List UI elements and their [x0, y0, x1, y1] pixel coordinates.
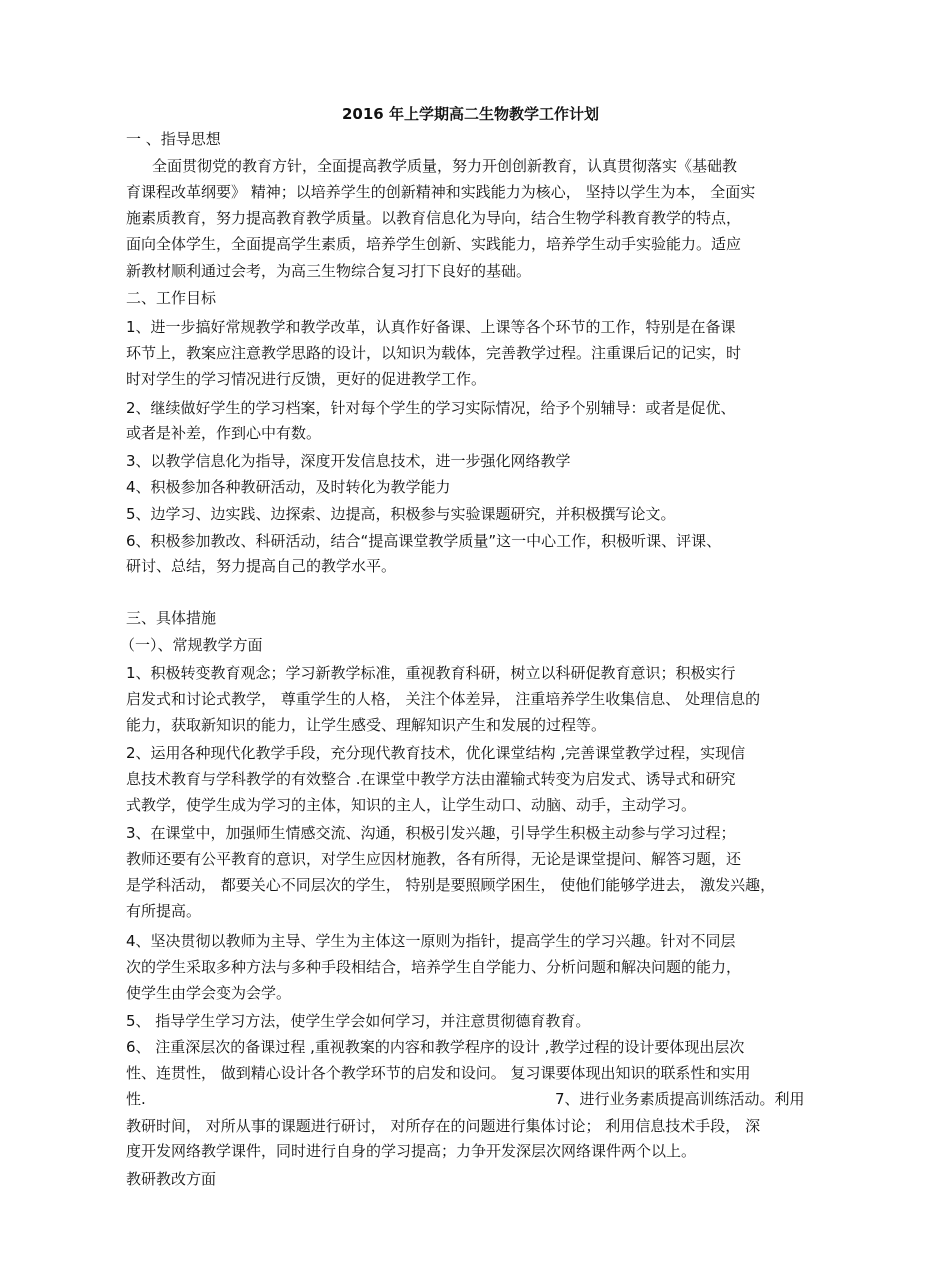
- section-heading: 三、具体措施: [126, 609, 217, 627]
- text-line: 5、边学习、边实践、边探索、边提高，积极参与实验课题研究，并积极撰写论文。: [126, 505, 676, 523]
- text-line: 式教学，使学生成为学习的主体，知识的主人，让学生动口、动脑、动手，主动学习。: [126, 796, 697, 814]
- text-line: 3、以教学信息化为指导，深度开发信息技术，进一步强化网络教学: [126, 452, 571, 470]
- text-line: 使学生由学会变为会学。: [126, 984, 292, 1002]
- text-line: 2、运用各种现代化教学手段，充分现代教育技术，优化课堂结构 ,完善课堂教学过程，实现信: [126, 744, 746, 762]
- text-line: 2、继续做好学生的学习档案，针对每个学生的学习实际情况，给予个别辅导：或者是促优、: [126, 399, 736, 417]
- text-line: 5、 指导学生学习方法，使学生学会如何学习，并注意贯彻德育教育。: [126, 1012, 591, 1030]
- text-line: 1、积极转变教育观念；学习新教学标准，重视教育科研，树立以科研促教育意识；积极实行: [126, 664, 736, 682]
- document-title: 2016 年上学期高二生物教学工作计划: [342, 105, 599, 123]
- subsection-heading: （一）、常规教学方面: [120, 636, 263, 654]
- text-line: 1、进一步搞好常规教学和教学改革，认真作好备课、上课等各个环节的工作，特别是在备课: [126, 318, 736, 336]
- text-line: 育课程改革纲要》 精神；以培养学生的创新精神和实践能力为核心， 坚持以学生为本， 全面实: [126, 183, 756, 201]
- text-line: 启发式和讨论式教学， 尊重学生的人格， 关注个体差异， 注重培养学生收集信息、 处理信息的: [126, 690, 761, 708]
- text-line: 能力，获取新知识的能力，让学生感受、理解知识产生和发展的过程等。: [126, 716, 607, 734]
- text-line: 3、在课堂中，加强师生情感交流、沟通，积极引发兴趣，引导学生积极主动参与学习过程；: [126, 824, 736, 842]
- section-heading: 一 、指导思想: [126, 130, 221, 148]
- text-line: 施素质教育，努力提高教育教学质量。以教育信息化为导向，结合生物学科教育教学的特点，: [126, 209, 742, 227]
- text-line: 或者是补差，作到心中有数。: [126, 424, 322, 442]
- text-line: 4、积极参加各种教研活动，及时转化为教学能力: [126, 478, 451, 496]
- text-line: 6、 注重深层次的备课过程 ,重视教案的内容和教学程序的设计 ,教学过程的设计要体现出层次: [126, 1038, 745, 1056]
- text-line: 6、积极参加教改、科研活动，结合“提高课堂教学质量”这一中心工作，积极听课、评课、: [126, 532, 722, 550]
- text-line: 是学科活动， 都要关心不同层次的学生， 特别是要照顾学困生， 使他们能够学进去， 激发兴趣，: [126, 876, 776, 894]
- text-line: 新教材顺利通过会考，为高三生物综合复习打下良好的基础。: [126, 262, 532, 280]
- section-heading: 教研教改方面: [126, 1170, 217, 1188]
- text-line: 全面贯彻党的教育方针，全面提高教学质量，努力开创创新教育，认真贯彻落实《基础教: [152, 157, 738, 175]
- text-line: 息技术教育与学科教学的有效整合 .在课堂中教学方法由灌输式转变为启发式、诱导式和研究: [126, 770, 736, 788]
- text-line: 研讨、总结，努力提高自己的教学水平。: [126, 557, 397, 575]
- text-line: 时对学生的学习情况进行反馈，更好的促进教学工作。: [126, 370, 487, 388]
- text-line: 性.: [126, 1090, 146, 1108]
- text-line: 性、连贯性， 做到精心设计各个教学环节的启发和设问。 复习课要体现出知识的联系性和实用: [126, 1064, 751, 1082]
- section-heading: 二、工作目标: [126, 289, 217, 307]
- text-line: 4、坚决贯彻以教师为主导、学生为主体这一原则为指针，提高学生的学习兴趣。针对不同层: [126, 932, 736, 950]
- text-line: 次的学生采取多种方法与多种手段相结合，培养学生自学能力、分析问题和解决问题的能力，: [126, 958, 742, 976]
- text-line: 有所提高。: [126, 902, 202, 920]
- text-line: 环节上，教案应注意教学思路的设计，以知识为载体，完善教学过程。注重课后记的记实，时: [126, 344, 742, 362]
- text-line: 教研时间， 对所从事的课题进行研讨， 对所存在的问题进行集体讨论； 利用信息技术手段， 深: [126, 1117, 761, 1135]
- text-line: 7、进行业务素质提高训练活动。利用: [555, 1090, 805, 1108]
- text-line: 面向全体学生，全面提高学生素质，培养学生创新、实践能力，培养学生动手实验能力。适应: [126, 235, 742, 253]
- text-line: 度开发网络教学课件，同时进行自身的学习提高；力争开发深层次网络课件两个以上。: [126, 1142, 697, 1160]
- text-line: 教师还要有公平教育的意识，对学生应因材施教，各有所得，无论是课堂提问、解答习题，还: [126, 850, 742, 868]
